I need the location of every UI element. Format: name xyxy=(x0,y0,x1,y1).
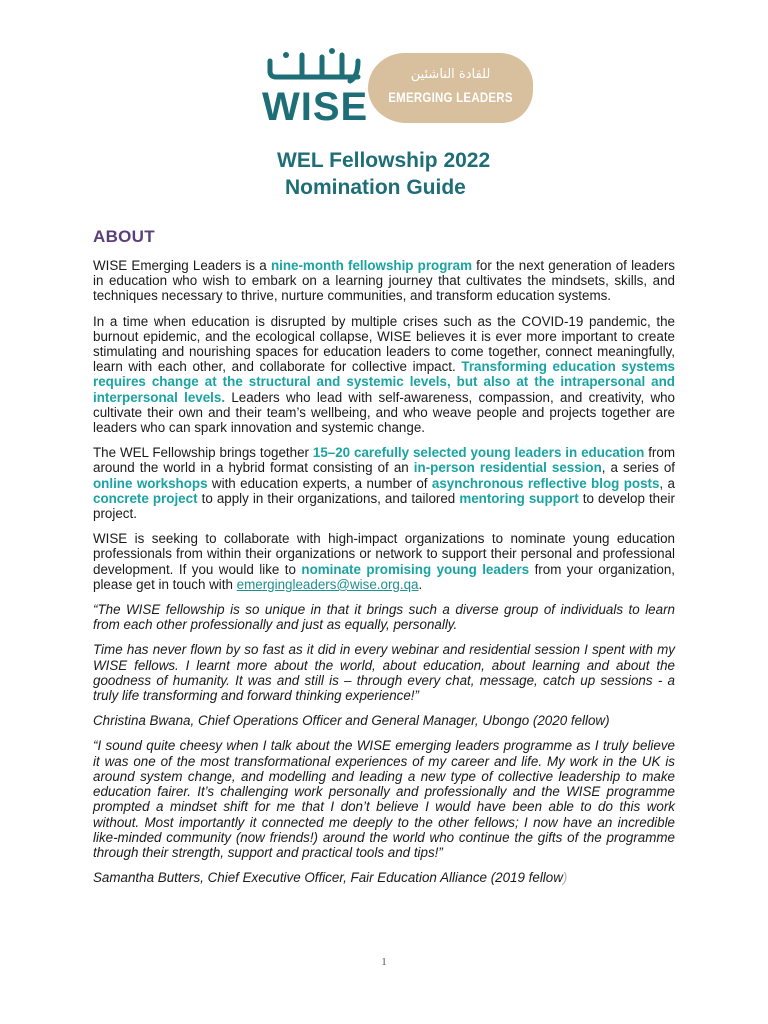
document-body xyxy=(93,258,675,895)
title-line-2: Nomination Guide xyxy=(285,176,466,199)
testimonial-1-part-1: “The WISE fellowship is so unique in that it brings such a diverse group of individuals to learn from each other professionally and just as equally, personally. xyxy=(93,602,675,633)
testimonial-2-attribution: Samantha Butters, Chief Executive Officer, Fair Education Alliance (2019 fellow) xyxy=(93,870,568,886)
title-line-1: WEL Fellowship 2022 xyxy=(277,149,491,172)
testimonial-1-attribution: Christina Bwana, Chief Operations Officer and General Manager, Ubongo (2020 fellow) xyxy=(93,713,610,729)
email-link[interactable]: emergingleaders@wise.org.qa xyxy=(236,576,419,592)
highlight-fellowship-program: nine-month fellowship program xyxy=(270,258,472,273)
testimonial-2: “I sound quite cheesy when I talk about the WISE emerging leaders programme as I truly believe it was one of the most transformational experiences of my career and life. My work in the UK is around system change, and modelling and leading a new type of collective leadership to make education fairer. It’s challenging work personally and professionally and the WISE programme prompted a mindset shift for me that I don’t believe I would have been able to do this work without. Most importantly it connected me deeply to the other fellows; I now have an incredible like-minded community (now friends!) around the world who continue the gifts of the programme through their strength, support and practical tools and tips!” xyxy=(93,738,675,860)
section-heading-about: ABOUT xyxy=(93,227,155,246)
wise-arabic-wordmark xyxy=(262,47,367,85)
highlight-transforming-systems: Transforming education systems requires change at the structural and systemic levels, but also at the intrapersonal and interpersonal levels. xyxy=(93,359,676,405)
emerging-leaders-badge xyxy=(368,53,533,123)
badge-english-text: EMERGING LEADERS xyxy=(388,89,513,105)
badge-arabic-text: للقادة الناشئين xyxy=(410,67,491,82)
page-number: 1 xyxy=(381,956,387,968)
paragraph-context: In a time when education is disrupted by multiple crises such as the COVID-19 pandemic, the burnout epidemic, and the ecological collapse, WISE believes it is ever more important to create stimulating and nourishing spaces for education leaders to come together, connect meaningfully, learn with each other, and collaborate for collective impact. Transforming education systems requires change at the structural and systemic levels, but also at the intrapersonal and interpersonal levels. Leaders who lead with self-awareness, compassion, and creativity, who cultivate their own and their team’s wellbeing, and who weave people and projects together are leaders who can spark innovation and systemic change. xyxy=(93,313,676,436)
wise-logo xyxy=(262,45,532,127)
paragraph-intro: WISE Emerging Leaders is a nine-month fellowship program for the next generation of leaders in education who wish to embark on a learning journey that cultivates the mindsets, skills, and techniques necessary to thrive, nurture communities, and transform education systems. xyxy=(93,258,675,304)
testimonial-1-part-2: Time has never flown by so fast as it did in every webinar and residential session I spent with my WISE fellows. I learnt more about the world, about education, about learning and about the goodness of humanity. It was and still is – through every chat, message, catch up sessions - a truly life transforming and forward thinking experience!” xyxy=(93,642,675,704)
wise-latin-wordmark: WISE xyxy=(262,85,369,129)
paragraph-nomination: WISE is seeking to collaborate with high-impact organizations to nominate young education professionals from within their organizations or network to support their personal and professional development. If you would like to nominate promising young leaders from your organization, please get in touch with emergingleaders@wise.org.qa. xyxy=(93,531,675,592)
paragraph-format: The WEL Fellowship brings together 15–20 carefully selected young leaders in education from around the world in a hybrid format consisting of an in-person residential session, a series of online workshops with education experts, a number of asynchronous reflective blog posts, a concrete project to apply in their organizations, and tailored mentoring support to develop their project. xyxy=(93,445,675,522)
document-title xyxy=(277,147,490,201)
